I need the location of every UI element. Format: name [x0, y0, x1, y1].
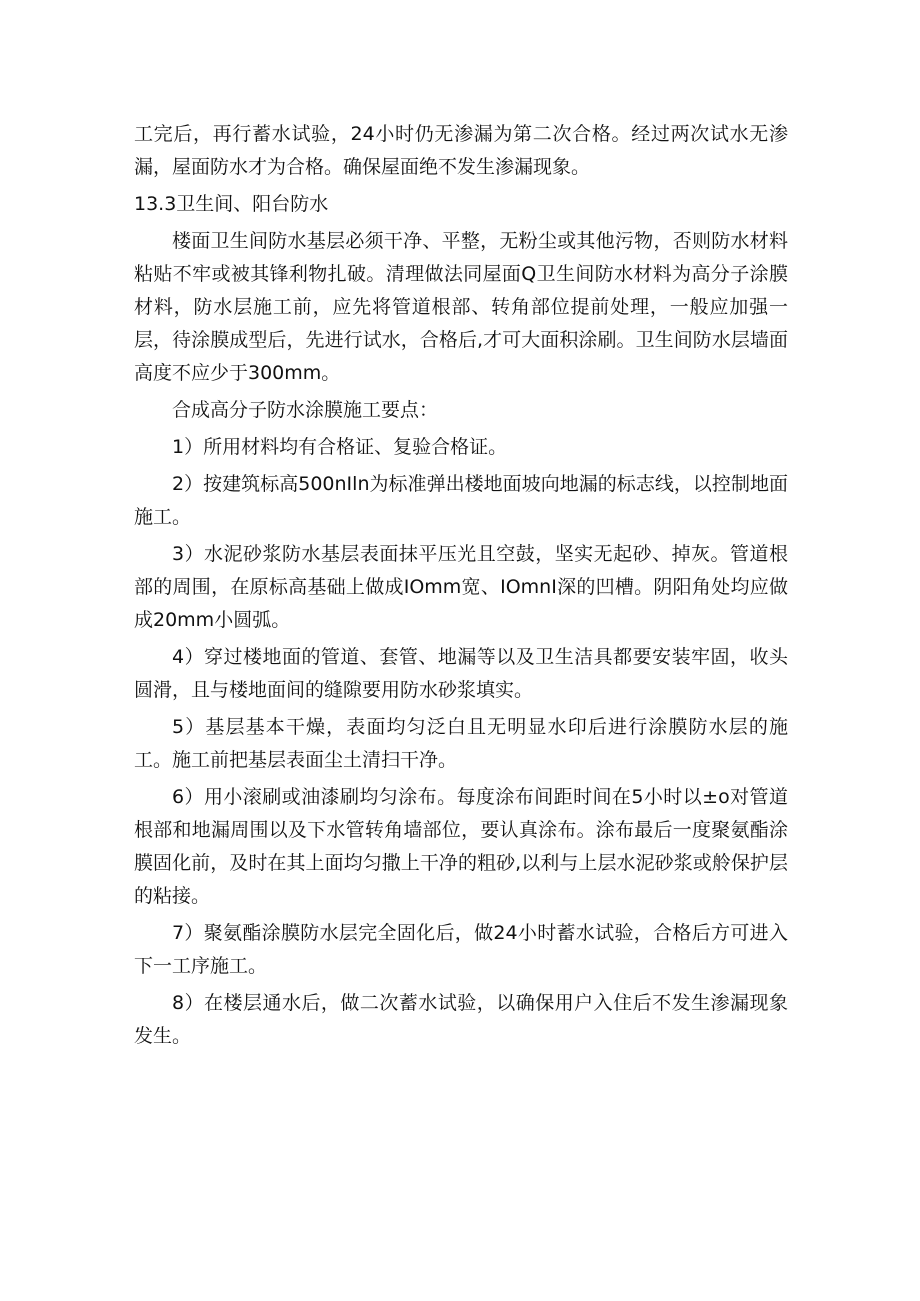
list-item: 3）水泥砂浆防水基层表面抹平压光且空鼓，坚实无起砂、掉灰。管道根部的周围，在原标高基础上做成IOmm宽、IOmnI深的凹槽。阴阳角处均应做成20mm小圆弧。	[134, 543, 788, 631]
intro-paragraph: 工完后，再行蓄水试验，24小时仍无渗漏为第二次合格。经过两次试水无渗漏，屋面防水才为合格。确保屋面绝不发生渗漏现象。	[134, 123, 788, 178]
list-intro-paragraph: 合成高分子防水涂膜施工要点：	[172, 399, 439, 421]
list-item: 1）所用材料均有合格证、复验合格证。	[172, 436, 508, 458]
list-item: 6）用小滚刷或油漆刷均匀涂布。每度涂布间距时间在5小时以±o对管道根部和地漏周围以及下水管转角墙部位，要认真涂布。涂布最后一度聚氨酯涂膜固化前，及时在其上面均匀撒上干净的粗砂,以利与上层水泥砂浆或舲保护层的粘接。	[134, 786, 788, 907]
list-item: 4）穿过楼地面的管道、套管、地漏等以及卫生洁具都要安装牢固，收头圆滑，且与楼地面间的缝隙要用防水砂浆填实。	[134, 646, 788, 701]
section-heading: 13.3卫生间、阳台防水	[134, 193, 329, 215]
document-body	[134, 118, 788, 1057]
list-item: 2）按建筑标高500nIln为标准弹出楼地面坡向地漏的标志线，以控制地面施工。	[134, 473, 788, 528]
body-paragraph: 楼面卫生间防水基层必须干净、平整，无粉尘或其他污物，否则防水材料粘贴不牢或被其锋利物扎破。清理做法同屋面Q卫生间防水材料为高分子涂膜材料，防水层施工前，应先将管道根部、转角部位提前处理，一般应加强一层，待涂膜成型后，先进行试水，合格后,才可大面积涂刷。卫生间防水层墙面高度不应少于300mm。	[134, 230, 788, 384]
list-item: 7）聚氨酯涂膜防水层完全固化后，做24小时蓄水试验，合格后方可进入下一工序施工。	[134, 922, 788, 977]
list-item: 8）在楼层通水后，做二次蓄水试验，以确保用户入住后不发生渗漏现象发生。	[134, 992, 788, 1047]
list-item: 5）基层基本干燥，表面均匀泛白且无明显水印后进行涂膜防水层的施工。施工前把基层表面尘土清扫干净。	[134, 716, 788, 771]
